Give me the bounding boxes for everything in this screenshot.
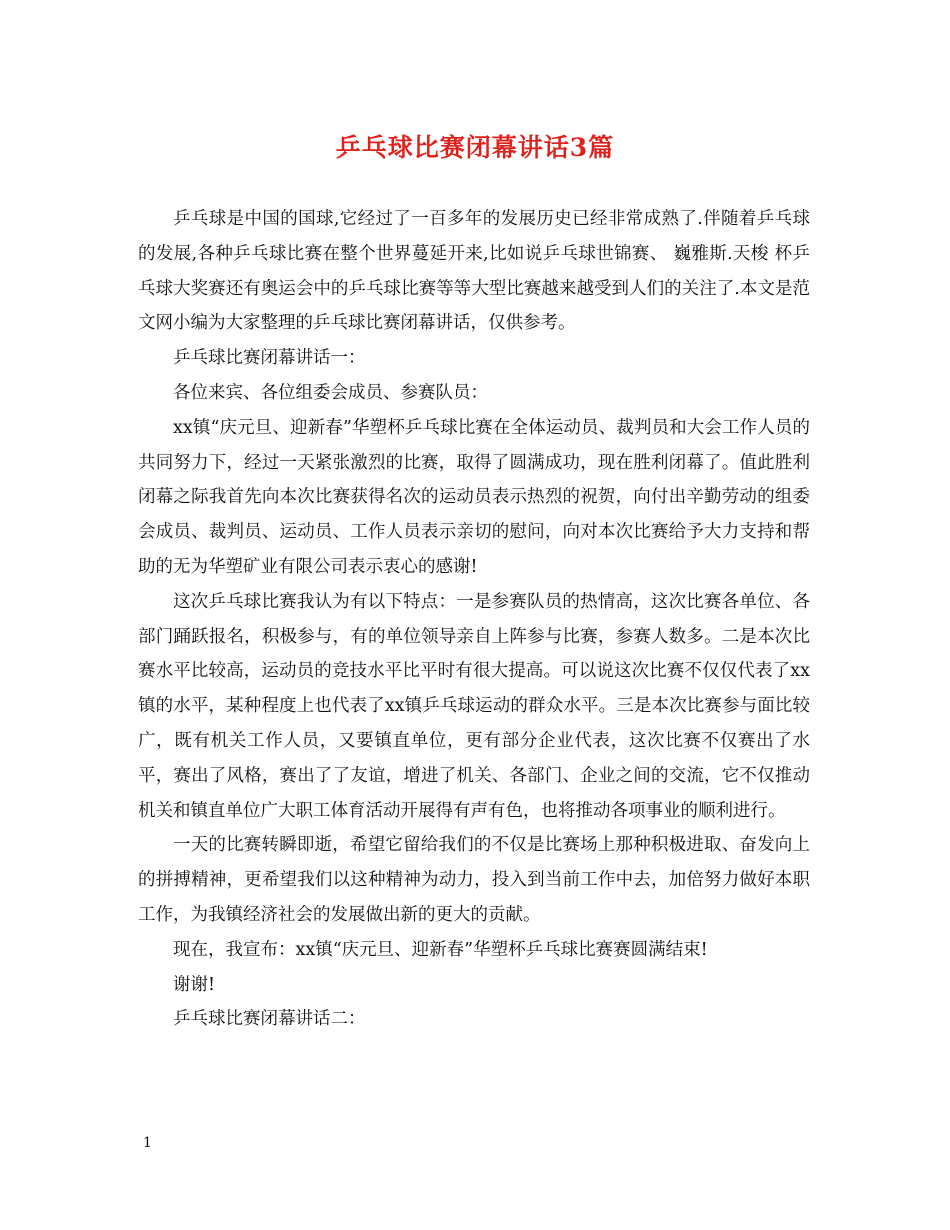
body-paragraph: 这次乒乓球比赛我认为有以下特点：一是参赛队员的热情高，这次比赛各单位、各部门踊跃报名，积极参与，有的单位领导亲自上阵参与比赛，参赛人数多。二是本次比赛水平比较高，运动员的竞技水平比平时有很大提高。可以说这次比赛不仅仅代表了xx镇的水平，某种程度上也代表了xx镇乒乓球运动的群众水平。三是本次比赛参与面比较广，既有机关工作人员，又要镇直单位，更有部分企业代表，这次比赛不仅赛出了水平，赛出了风格，赛出了了友谊，增进了机关、各部门、企业之间的交流，它不仅推动机关和镇直单位广大职工体育活动开展得有声有色，也将推动各项事业的顺利进行。 — [138, 591, 810, 821]
body-paragraph: xx镇“庆元旦、迎新春”华塑杯乒乓球比赛在全体运动员、裁判员和大会工作人员的共同努力下，经过一天紧张激烈的比赛，取得了圆满成功，现在胜利闭幕了。值此胜利闭幕之际我首先向本次比赛获得名次的运动员表示热烈的祝贺，向付出辛勤劳动的组委会成员、裁判员、运动员、工作人员表示亲切的慰问，向对本次比赛给予大力支持和帮助的无为华塑矿业有限公司表示衷心的感谢! — [138, 417, 810, 577]
announcement-paragraph: 现在，我宣布：xx镇“庆元旦、迎新春”华塑杯乒乓球比赛赛圆满结束! — [173, 939, 708, 960]
document-body — [138, 202, 810, 1037]
speech-two-heading: 乒乓球比赛闭幕讲话二： — [173, 1009, 366, 1030]
body-paragraph: 一天的比赛转瞬即逝，希望它留给我们的不仅是比赛场上那种积极进取、奋发向上的拼搏精神，更希望我们以这种精神为动力，投入到当前工作中去，加倍努力做好本职工作，为我镇经济社会的发展做出新的更大的贡献。 — [138, 835, 810, 925]
salutation-paragraph: 各位来宾、各位组委会成员、参赛队员： — [173, 382, 488, 403]
intro-paragraph: 乒乓球是中国的国球,它经过了一百多年的发展历史已经非常成熟了.伴随着乒乓球的发展,各种乒乓球比赛在整个世界蔓延开来,比如说乒乓球世锦赛、 巍雅斯.天梭 杯乒乓球大奖赛还有奥运会中的乒乓球比赛等等大型比赛越来越受到人们的关注了.本文是范文网小编为大家整理的乒乓球比赛闭幕讲话，仅供参考。 — [138, 209, 810, 334]
speech-one-heading: 乒乓球比赛闭幕讲话一： — [173, 348, 366, 369]
thanks-paragraph: 谢谢! — [173, 974, 216, 995]
page-number: 1 — [143, 1135, 152, 1151]
document-title: 乒乓球比赛闭幕讲话3篇 — [335, 133, 615, 162]
